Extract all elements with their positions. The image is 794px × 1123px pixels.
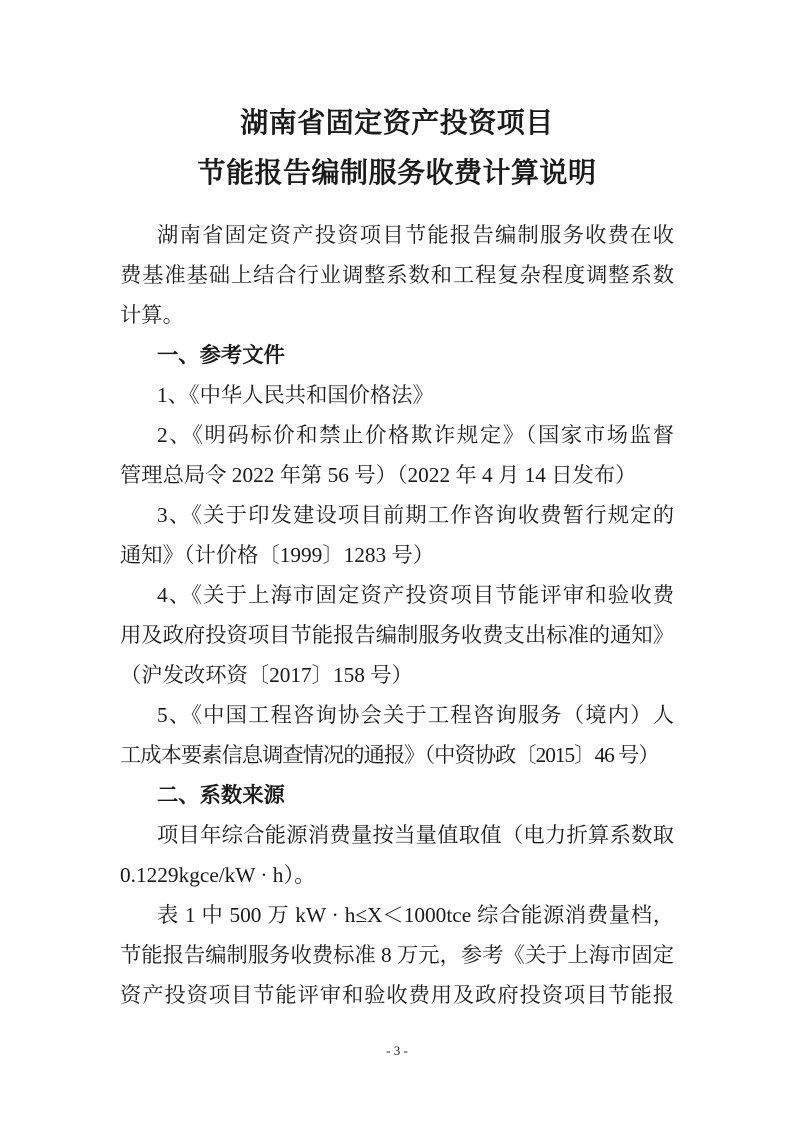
text-line: 二、系数来源 — [157, 783, 285, 807]
paragraph — [120, 215, 674, 335]
page-footer — [120, 1043, 674, 1058]
section-heading — [120, 335, 674, 375]
section-heading — [120, 775, 674, 815]
paragraph — [120, 815, 674, 895]
document-title-line: 节能报告编制服务收费计算说明 — [197, 158, 597, 189]
document-body — [120, 215, 674, 1015]
document-title — [120, 99, 674, 199]
text-line: 4、《关于上海市固定资产投资项目节能评审和验收费 — [157, 583, 674, 607]
text-line: 0.1229kgce/kW · h）。 — [120, 863, 316, 887]
text-line: 通知》（计价格〔1999〕1283 号） — [120, 543, 435, 567]
text-line: 一、参考文件 — [157, 343, 285, 367]
text-line: 资产投资项目节能评审和验收费用及政府投资项目节能报 — [120, 983, 674, 1007]
paragraph — [120, 415, 674, 495]
text-line: 费基准基础上结合行业调整系数和工程复杂程度调整系数 — [120, 263, 674, 287]
paragraph — [120, 575, 674, 695]
text-line: （沪发改环资〔2017〕158 号） — [120, 663, 413, 687]
text-line: 5、《中国工程咨询协会关于工程咨询服务（境内）人 — [157, 703, 674, 727]
text-line: 节能报告编制服务收费标准 8 万元，参考《关于上海市固定 — [120, 943, 674, 967]
document-title-line: 湖南省固定资产投资项目 — [240, 108, 554, 139]
text-line: 2、《明码标价和禁止价格欺诈规定》（国家市场监督 — [157, 423, 674, 447]
text-line: 工成本要素信息调查情况的通报》（中资协政〔2015〕46 号） — [120, 743, 659, 767]
text-line: 1、《中华人民共和国价格法》 — [157, 383, 434, 407]
paragraph — [120, 375, 674, 415]
text-line: 项目年综合能源消费量按当量值取值（电力折算系数取 — [157, 823, 674, 847]
text-line: 计算。 — [120, 303, 184, 327]
page-number: - 3 - — [386, 1043, 408, 1058]
paragraph — [120, 695, 674, 775]
paragraph — [120, 495, 674, 575]
text-line: 表 1 中 500 万 kW · h≤X＜1000tce 综合能源消费量档， — [157, 903, 674, 927]
paragraph — [120, 895, 674, 1015]
text-line: 管理总局令 2022 年第 56 号）（2022 年 4 月 14 日发布） — [120, 463, 637, 487]
text-line: 3、《关于印发建设项目前期工作咨询收费暂行规定的 — [157, 503, 674, 527]
text-line: 用及政府投资项目节能报告编制服务收费支出标准的通知》 — [120, 623, 674, 647]
text-line: 湖南省固定资产投资项目节能报告编制服务收费在收 — [157, 223, 674, 247]
